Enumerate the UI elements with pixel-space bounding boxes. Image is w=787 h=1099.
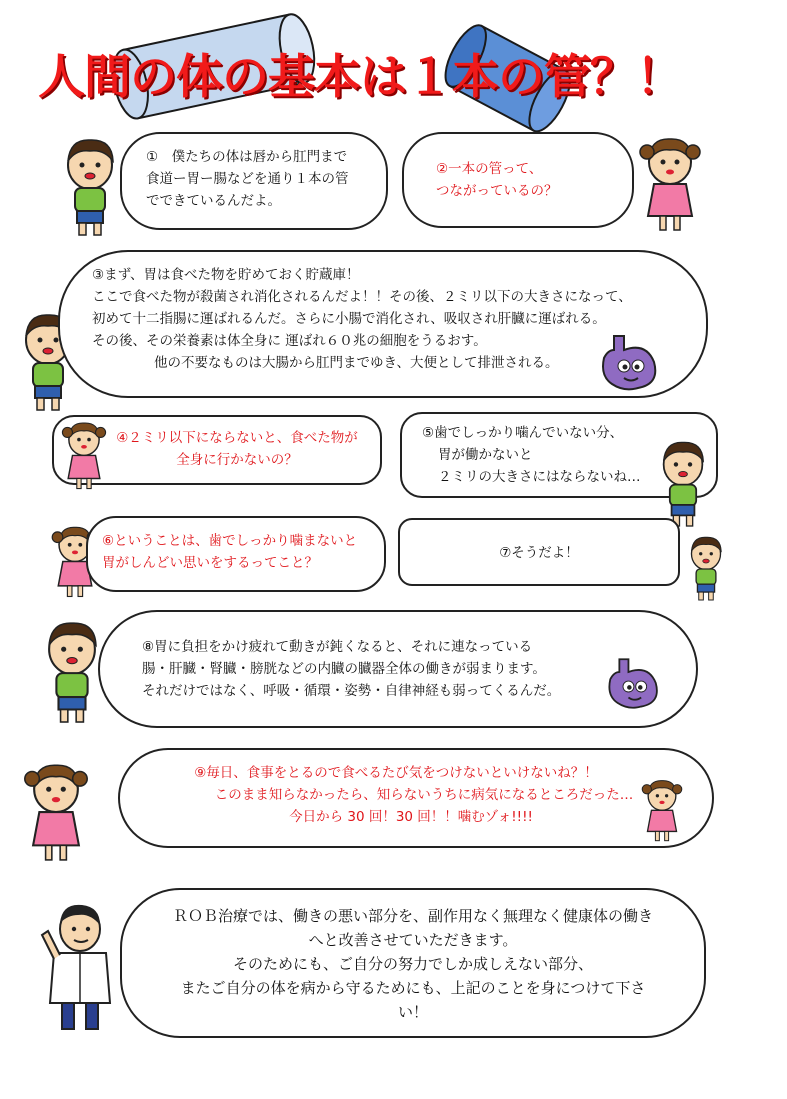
speech-bubble-9: [118, 748, 714, 848]
bubble-1-line: ① 僕たちの体は唇から肛門まで: [146, 149, 348, 165]
bubble-8-line: ⑧胃に負担をかけ疲れて動きが鈍くなると、それに連なっている: [142, 639, 533, 655]
message-line: またご自分の体を病から守るためにも、上記のことを身につけて下さ: [180, 979, 646, 997]
speech-bubble-1: [120, 132, 388, 230]
bubble-2-line: つながっているの？: [436, 183, 558, 199]
boy-icon: [686, 534, 726, 600]
girl-icon: [640, 132, 700, 232]
bubble-3-line: 他の不要なものは大腸から肛門までゆき、大便として排泄される。: [154, 355, 559, 371]
bubble-9-line: このまま知らなかったら、知らないうちに病気になるところだった…: [214, 787, 634, 803]
bubble-2-line: ②一本の管って、: [436, 161, 543, 177]
bubble-5-line: ２ミリの大きさにはならないね…: [438, 469, 641, 485]
bubble-6-line: ⑥ということは、歯でしっかり噛まないと: [102, 533, 358, 549]
bubble-3-line: 初めて十二指腸に運ばれるんだ。さらに小腸で消化され、吸収され肝臓に運ばれる。: [92, 311, 606, 327]
bubble-9-line: 今日から 30 回！30 回！！噛むゾォ!!!!: [289, 809, 533, 825]
speech-bubble-7: [398, 518, 680, 586]
bubble-6-line: 胃がしんどい思いをするってこと？: [102, 555, 318, 571]
girl-icon: [62, 418, 106, 490]
bubble-3-line: ③まず、胃は食べた物を貯めておく貯蔵庫！: [92, 267, 360, 283]
rob-treatment-message: [120, 888, 706, 1038]
bubble-7-line: ⑦そうだよ！: [499, 545, 579, 561]
bubble-9-line: ⑨毎日、食事をとるので食べるたび気をつけないといけないね？！: [194, 765, 598, 781]
message-line: へと改善させていただきます。: [308, 931, 518, 949]
bubble-1-line: でできているんだよ。: [146, 193, 281, 209]
speech-bubble-6: [86, 516, 386, 592]
message-line: ＲＯＢ治療では、働きの悪い部分を、副作用なく無理なく健康体の働き: [172, 907, 653, 925]
doctor-icon: [30, 895, 120, 1035]
boy-icon: [60, 135, 120, 235]
message-line: そのためにも、ご自分の努力でしか成しえない部分、: [232, 955, 593, 973]
bubble-5-line: 胃が働かないと: [438, 447, 533, 463]
page-title: 人間の体の基本は１本の管？！: [38, 50, 682, 105]
message-line: い！: [397, 1003, 428, 1021]
bubble-3-line: ここで食べた物が殺菌され消化されるんだよ！！その後、２ミリ以下の大きさになって、: [92, 289, 632, 305]
bubble-8-line: それだけではなく、呼吸・循環・姿勢・自律神経も弱ってくるんだ。: [142, 683, 561, 699]
girl-icon: [22, 758, 90, 862]
stomach-icon: [594, 328, 664, 394]
bubble-3-line: その後、その栄養素は体全身に 運ばれ６０兆の細胞をうるおす。: [92, 333, 487, 349]
bubble-5-line: ⑤歯でしっかり噛んでいない分、: [422, 425, 624, 441]
boy-icon: [656, 438, 710, 526]
bubble-1-line: 食道ー胃ー腸などを通り１本の管: [146, 171, 349, 187]
bubble-4-line: ④２ミリ以下にならないと、食べた物が: [116, 430, 358, 446]
bubble-8-line: 腸・肝臓・腎臓・膀胱などの内臓の臓器全体の働きが弱まります。: [142, 661, 546, 677]
speech-bubble-2: [402, 132, 634, 228]
stomach-icon: [600, 652, 666, 712]
bubble-4-line: 全身に行かないの？: [176, 452, 298, 468]
boy-icon: [40, 618, 104, 722]
girl-icon: [642, 776, 682, 842]
